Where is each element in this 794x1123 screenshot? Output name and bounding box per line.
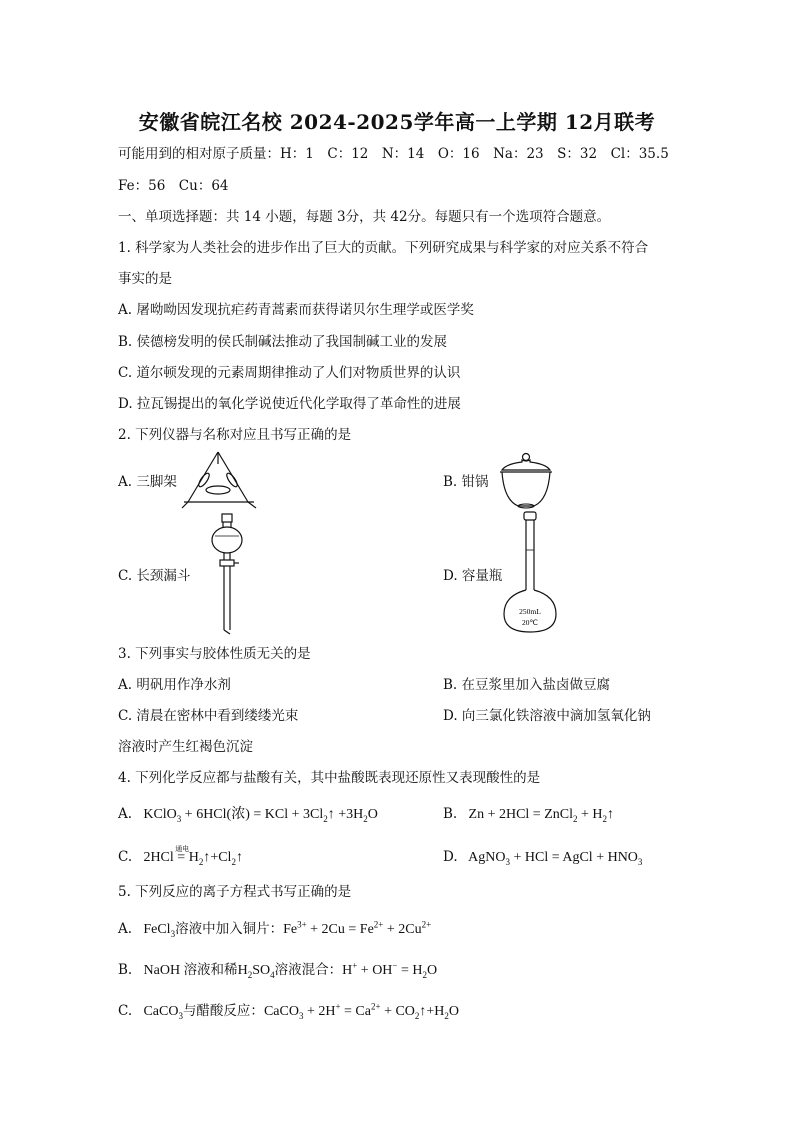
- section-heading: 一、单项选择题：共 14 小题，每题 3分，共 42分。每题只有一个选项符合题意。: [118, 209, 611, 225]
- q5-option-a: A. FeCl$_3$溶液中加入铜片：$Fe^{3+} + 2Cu = Fe^{2+} + 2Cu^{2+}$: [118, 919, 432, 939]
- q3-option-c: C. 清晨在密林中看到缕缕光束: [118, 708, 299, 724]
- q5-b-label: B.: [118, 962, 133, 978]
- q3-stem: 3. 下列事实与胶体性质无关的是: [118, 646, 311, 662]
- q4-option-d: [443, 848, 642, 867]
- q1-stem-line1: 1. 科学家为人类社会的进步作出了巨大的贡献。下列研究成果与科学家的对应关系不符合: [118, 240, 649, 256]
- volumetric-flask-figure: [500, 510, 560, 636]
- q1-option-b: B. 侯德榜发明的侯氏制碱法推动了我国制碱工业的发展: [118, 334, 448, 350]
- q4-option-b: [443, 805, 614, 824]
- q4-d-equation: AgNO$_3$ + HCl = AgCl + $HNO_3$: [461, 850, 643, 867]
- q4-b-label: B.: [443, 806, 458, 822]
- q3-option-d-continued: 溶液时产生红褐色沉淀: [118, 739, 253, 755]
- atomic-masses-line2: Fe：56 Cu：64: [118, 178, 229, 194]
- q2-stem: 2. 下列仪器与名称对应且书写正确的是: [118, 427, 352, 443]
- crucible-figure: [496, 452, 556, 512]
- page-title: 安徽省皖江名校 2024-2025学年高一上学期 12月联考: [138, 110, 656, 134]
- q5-c-label: C.: [118, 1003, 133, 1019]
- q4-b-equation: Zn + 2HCl = ZnCl$_2$ + $H_2↑$: [461, 807, 614, 824]
- q2-option-d: D. 容量瓶: [443, 568, 503, 584]
- q5-option-b: B. NaOH 溶液和稀$H_2SO_4$溶液混合：$H^+ + OH^- = H_2O$: [118, 960, 438, 980]
- q2-option-a: A. 三脚架: [118, 474, 177, 490]
- q4-option-a: [118, 805, 378, 824]
- q4-c-condition: 通电: [175, 845, 190, 853]
- q1-option-c: C. 道尔顿发现的元素周期律推动了人们对物质世界的认识: [118, 365, 461, 381]
- q4-d-label: D.: [443, 849, 458, 865]
- q5-b-text1: 溶液和稀: [183, 962, 238, 978]
- q4-c-equation: 2HCl = 通电 $H_2↑+Cl_2↑$: [136, 850, 243, 865]
- q5-a-text: 溶液中加入铜片：: [175, 921, 284, 937]
- q4-stem: 4. 下列化学反应都与盐酸有关，其中盐酸既表现还原性又表现酸性的是: [118, 770, 541, 786]
- q4-c-label: C.: [118, 849, 133, 865]
- q2-option-c: C. 长颈漏斗: [118, 568, 191, 584]
- atomic-masses-line1: 可能用到的相对原子质量：H：1 C：12 N：14 O：16 Na：23 S：32 Cl：35.5: [118, 146, 669, 162]
- q5-stem: 5. 下列反应的离子方程式书写正确的是: [118, 884, 352, 900]
- flask-volume-label: 250mL: [519, 607, 541, 616]
- q1-option-a: A. 屠呦呦因发现抗疟药青蒿素而获得诺贝尔生理学或医学奖: [118, 302, 474, 318]
- q3-option-d: D. 向三氯化铁溶液中滴加氢氧化钠: [443, 708, 651, 724]
- clay-triangle-figure: [180, 450, 260, 512]
- q5-a-equation: $Fe^{3+} + 2Cu = Fe^{2+} + 2Cu^{2+}$: [283, 919, 432, 937]
- q1-stem-line2: 事实的是: [118, 271, 172, 287]
- q5-a-label: A.: [118, 921, 133, 937]
- q5-b-equation: $H^+ + OH^- = H_2O$: [342, 960, 438, 980]
- q4-a-conc: 浓: [231, 807, 246, 822]
- q3-option-a: A. 明矾用作净水剂: [118, 677, 231, 693]
- q5-c-text: 与醋酸反应：: [182, 1003, 264, 1019]
- q5-c-equation: CaCO$_3$ + $2H^+ = Ca^{2+}$ + $CO_2↑+H_2O$: [263, 1001, 460, 1021]
- q3-option-b: B. 在豆浆里加入盐卤做豆腐: [443, 677, 611, 693]
- q4-a-equation: KClO$_3$ + 6HCl(浓) = KCl + $3Cl_2↑ +3H_2O$: [136, 807, 378, 824]
- funnel-figure: [205, 512, 249, 636]
- q5-option-c: C. CaCO$_3$与醋酸反应：CaCO$_3$ + $2H^+ = Ca^{2+}$ + $CO_2↑+H_2O$: [118, 1001, 460, 1021]
- q5-b-text2: 溶液混合：: [274, 962, 343, 978]
- q4-a-label: A.: [118, 806, 133, 822]
- q2-option-b: B. 钳锅: [443, 474, 489, 490]
- flask-temp-label: 20℃: [522, 618, 538, 627]
- q4-option-c: [118, 845, 243, 867]
- q1-option-d: D. 拉瓦锡提出的氧化学说使近代化学取得了革命性的进展: [118, 396, 461, 412]
